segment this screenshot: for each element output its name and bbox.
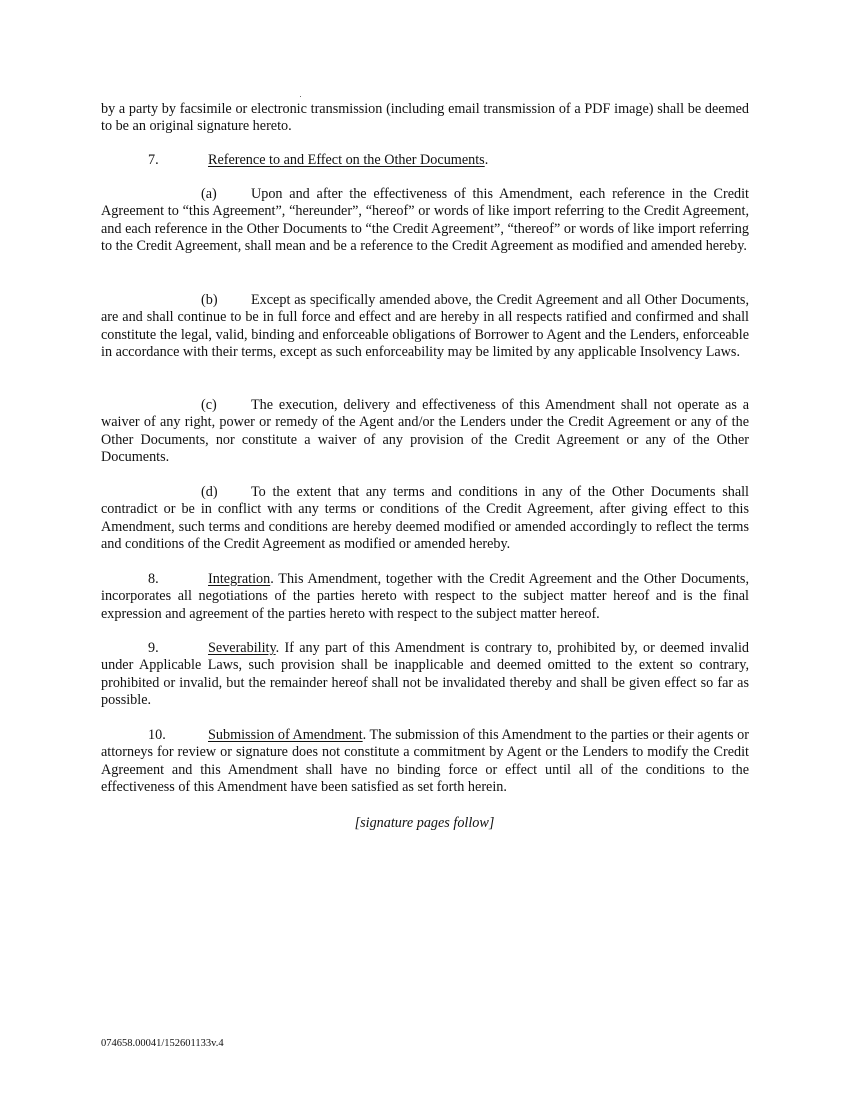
section-10-number: 10.	[148, 727, 166, 743]
section-7-title-punct: .	[484, 152, 489, 168]
section-7-title: Reference to and Effect on the Other Documents	[208, 152, 485, 168]
section-7b-text: Except as specifically amended above, the Credit Agreement and all Other Documents, are and shall continue to be in full force and effect and are hereby in all respects ratified and confirmed and shall constitute the legal, valid, binding and enforceable obligations of Borrower to Agent and the Lenders, enforceable in accordance with their terms, except as such enforceability may be limited by any applicable Insolvency Laws.	[101, 292, 749, 361]
section-7-number: 7.	[148, 152, 159, 168]
section-9-paragraph	[101, 640, 749, 710]
section-8-paragraph	[101, 571, 749, 623]
section-9-number: 9.	[148, 640, 159, 656]
section-7d-paragraph	[101, 484, 749, 554]
section-10-text: . The submission of this Amendment to the parties or their agents or attorneys for review or signature does not constitute a commitment by Agent or the Lenders to modify the Credit Agreement and this Amendment shall have no binding force or effect until all of the conditions to the effectiveness of this Amendment have been satisfied as set forth herein.	[101, 727, 749, 796]
section-7a-text: Upon and after the effectiveness of this Amendment, each reference in the Credit Agreement to “this Agreement”, “hereunder”, “hereof” or words of like import referring to the Credit Agreement, and each reference in the Other Documents to “the Credit Agreement”, “thereof” or words of like import referring to the Credit Agreement, shall mean and be a reference to the Credit Agreement as modified and amended hereby.	[101, 186, 749, 255]
intro-paragraph: by a party by facsimile or electronic transmission (including email transmission of a PDF image) shall be deemed to be an original signature hereto.	[101, 101, 749, 135]
section-7c-text: The execution, delivery and effectiveness of this Amendment shall not operate as a waiver of any right, power or remedy of the Agent and/or the Lenders under the Credit Agreement or any of the Other Documents, nor constitute a waiver of any provision of the Credit Agreement or any of the Other Documents.	[101, 397, 749, 466]
section-7-heading	[101, 152, 488, 169]
section-10-paragraph	[101, 727, 749, 797]
section-8-number: 8.	[148, 571, 159, 587]
signature-pages-note: [signature pages follow]	[354, 815, 495, 831]
section-10-title: Submission of Amendment	[208, 727, 363, 743]
section-7a-paragraph	[101, 186, 749, 256]
section-7a-label: (a)	[201, 186, 217, 202]
section-8-text: . This Amendment, together with the Credit Agreement and the Other Documents, incorporates all negotiations of the parties hereto with respect to the subject matter hereof and is the final expression and agreement of the parties hereto with respect to the subject matter hereof.	[101, 571, 749, 622]
scan-mark	[300, 96, 301, 97]
section-7b-paragraph	[101, 292, 749, 362]
section-7c-paragraph	[101, 397, 749, 467]
section-9-title: Severability	[208, 640, 276, 656]
section-7d-text: To the extent that any terms and conditions in any of the Other Documents shall contradict or be in conflict with any terms or conditions of the Credit Agreement, after giving effect to this Amendment, such terms and conditions are hereby deemed modified or amended accordingly to reflect the terms and conditions of the Credit Agreement as modified or amended hereby.	[101, 484, 749, 553]
section-7b-label: (b)	[201, 292, 218, 308]
section-9-text: . If any part of this Amendment is contrary to, prohibited by, or deemed invalid under Applicable Laws, such provision shall be inapplicable and deemed omitted to the extent so contrary, prohibited or invalid, but the remainder hereof shall not be invalidated thereby and shall be given effect so far as possible.	[101, 640, 749, 709]
section-7d-label: (d)	[201, 484, 218, 500]
document-footer-id: 074658.00041/152601133v.4	[101, 1038, 224, 1049]
section-8-title: Integration	[208, 571, 271, 587]
section-7c-label: (c)	[201, 397, 217, 413]
